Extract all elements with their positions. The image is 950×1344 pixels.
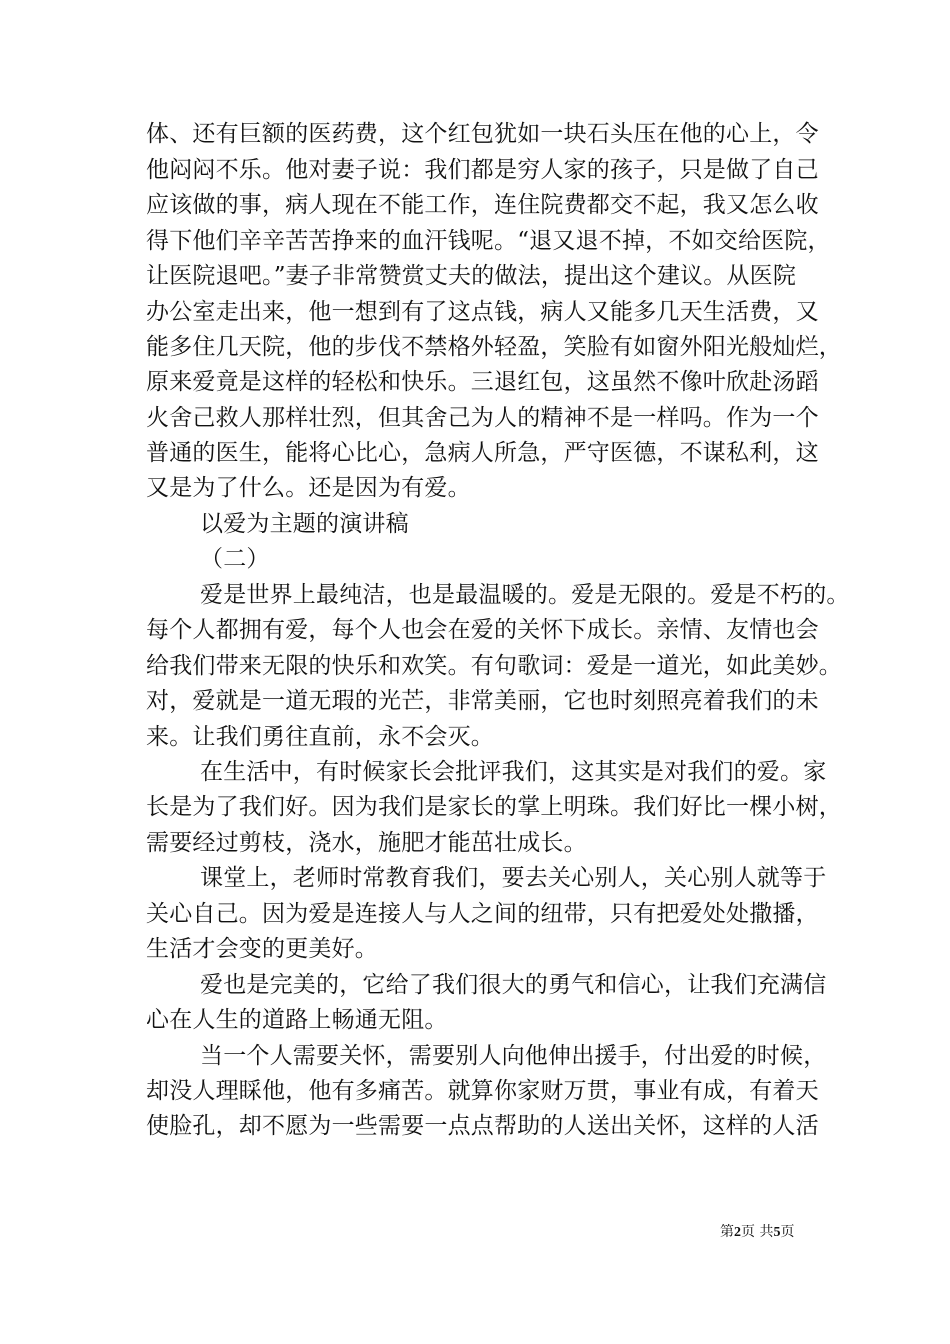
text-line: 能多住几天院，他的步伐不禁格外轻盈，笑脸有如窗外阳光般灿烂， [146,334,842,360]
text-line: （二） [200,546,270,572]
footer-prefix: 第 [720,1224,734,1240]
footer-total-pages: 5 [773,1225,781,1240]
text-line: 又是为了什么。还是因为有爱。 [146,475,471,501]
text-line: 却没人理睬他，他有多痛苦。就算你家财万贯，事业有成，有着天 [146,1078,819,1104]
text-line: 生活才会变的更美好。 [146,936,378,962]
text-line: 在生活中，有时候家长会批评我们，这其实是对我们的爱。家 [200,759,827,785]
text-line: 需要经过剪枝，浇水，施肥才能茁壮成长。 [146,830,587,856]
text-line: 每个人都拥有爱，每个人也会在爱的关怀下成长。亲情、友情也会 [146,617,819,643]
text-line: 让医院退吧。”妻子非常赞赏丈夫的做法，提出这个建议。从医院 [146,263,797,289]
text-line: 长是为了我们好。因为我们是家长的掌上明珠。我们好比一棵小树， [146,794,842,820]
text-line: 应该做的事，病人现在不能工作，连住院费都交不起，我又怎么收 [146,192,819,218]
text-line: 给我们带来无限的快乐和欢笑。有句歌词：爱是一道光，如此美妙。 [146,653,842,679]
text-line: 来。让我们勇往直前，永不会灭。 [146,724,494,750]
footer-middle: 页 共 [741,1224,774,1240]
text-line: 体、还有巨额的医药费，这个红包犹如一块石头压在他的心上，令 [146,121,819,147]
page-footer [720,1222,794,1243]
text-line: 火舍己救人那样壮烈，但其舍己为人的精神不是一样吗。作为一个 [146,405,819,431]
text-line: 心在人生的道路上畅通无阻。 [146,1007,448,1033]
text-line: 原来爱竟是这样的轻松和快乐。三退红包，这虽然不像叶欣赴汤蹈 [146,369,819,395]
text-line: 关心自己。因为爱是连接人与人之间的纽带，只有把爱处处撒播， [146,901,819,927]
text-line: 当一个人需要关怀，需要别人向他伸出援手，付出爱的时候， [200,1043,827,1069]
text-line: 课堂上，老师时常教育我们，要去关心别人，关心别人就等于 [200,865,827,891]
footer-suffix: 页 [780,1224,795,1240]
text-line: 以爱为主题的演讲稿 [200,511,409,537]
footer-current-page: 2 [734,1225,741,1240]
text-line: 爱是世界上最纯洁，也是最温暖的。爱是无限的。爱是不朽的。 [200,582,850,608]
text-line: 办公室走出来，他一想到有了这点钱，病人又能多几天生活费，又 [146,299,819,325]
text-line: 他闷闷不乐。他对妻子说：我们都是穷人家的孩子，只是做了自己 [146,157,819,183]
text-line: 使脸孔，却不愿为一些需要一点点帮助的人送出关怀，这样的人活 [146,1113,819,1139]
text-line: 普通的医生，能将心比心，急病人所急，严守医德，不谋私利，这 [146,440,819,466]
text-line: 得下他们辛辛苦苦挣来的血汗钱呢。“退又退不掉，不如交给医院， [146,228,831,254]
text-line: 对，爱就是一道无瑕的光芒，非常美丽，它也时刻照亮着我们的未 [146,688,819,714]
text-line: 爱也是完美的，它给了我们很大的勇气和信心，让我们充满信 [200,972,827,998]
